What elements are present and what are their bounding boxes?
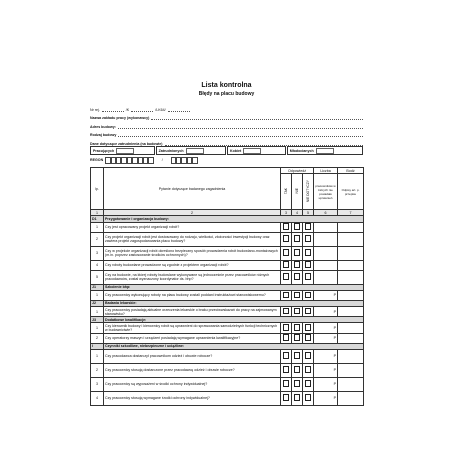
checklist-table (90, 167, 364, 406)
table-row (91, 290, 364, 300)
count-cell[interactable]: P (314, 349, 338, 363)
tak-checkbox[interactable] (283, 352, 289, 358)
nie-checkbox[interactable] (294, 308, 300, 314)
tak-checkbox[interactable] (283, 380, 289, 386)
construction-type-label: Rodzaj budowy (90, 133, 117, 138)
workers-box (90, 146, 155, 155)
tak-checkbox[interactable] (283, 366, 289, 372)
tak-checkbox[interactable] (283, 273, 289, 279)
col-number: 2 (104, 210, 281, 216)
count-desc-header: pracowników w których nie posiadało uprawnień (314, 174, 338, 210)
section-id: J1 (91, 284, 104, 290)
tak-checkbox-cell (281, 222, 292, 232)
nie-dotyczy-checkbox-cell (303, 222, 314, 232)
number-header: Liczba (314, 168, 338, 174)
table-row (91, 323, 364, 333)
question-text: Czy w projekcie organizacji robót określono bezpieczny sposób prowadzenia robót budowlano-montażowych (m.in. poprzez zastosowanie środków ochronnych)? (104, 246, 281, 260)
tak-checkbox[interactable] (283, 249, 289, 255)
nie-checkbox[interactable] (294, 334, 300, 340)
source-cell[interactable] (338, 232, 364, 246)
nie-checkbox-cell (292, 377, 303, 391)
employment-data-label: Dane dotyczące zatrudnienia (na budowie) (90, 141, 163, 146)
source-cell[interactable] (338, 246, 364, 260)
site-name-row (90, 112, 363, 121)
count-cell[interactable]: P (314, 377, 338, 391)
ref-label: Nr rej. (90, 107, 100, 112)
question-text: Czy pracownicy są wyposażeni w środki ochrony indywidualnej? (104, 377, 281, 391)
nie-header: NIE (295, 188, 299, 194)
nie-dotyczy-checkbox[interactable] (305, 223, 311, 229)
row-number: 3 (91, 246, 104, 260)
reference-number-row (90, 103, 363, 112)
source-header: Bodź (338, 168, 364, 174)
section-id: J2 (91, 300, 104, 306)
nie-checkbox[interactable] (294, 394, 300, 400)
tak-checkbox[interactable] (283, 334, 289, 340)
tak-checkbox-cell (281, 246, 292, 260)
nie-dotyczy-checkbox[interactable] (305, 249, 311, 255)
section-title: Przygotowanie i organizacja budowy: (104, 216, 364, 222)
tak-checkbox-cell (281, 260, 292, 270)
source-cell[interactable] (338, 260, 364, 270)
employed-input[interactable] (186, 148, 204, 154)
row-number: 2 (91, 232, 104, 246)
tak-checkbox-cell (281, 363, 292, 377)
lp-header: lp. (91, 168, 104, 210)
nie-checkbox-cell (292, 290, 303, 300)
nie-dotyczy-checkbox-cell (303, 391, 314, 405)
nie-checkbox-cell (292, 270, 303, 284)
nie-dotyczy-checkbox-cell (303, 333, 314, 343)
tak-checkbox-cell (281, 377, 292, 391)
regon-digit-boxes[interactable] (105, 157, 154, 164)
tak-checkbox[interactable] (283, 261, 289, 267)
regon-label: REGON (90, 158, 104, 163)
nie-dotyczy-checkbox[interactable] (305, 235, 311, 241)
nie-checkbox[interactable] (294, 249, 300, 255)
ref-label-lk: /LK64/ (155, 107, 166, 112)
nie-checkbox[interactable] (294, 366, 300, 372)
section-title: Czynniki szkodliwe, niebezpieczne i uciążliwe: (104, 343, 364, 349)
nie-checkbox-cell (292, 349, 303, 363)
nie-dotyczy-checkbox-cell (303, 363, 314, 377)
table-row (91, 246, 364, 260)
question-text: Czy operatorzy maszyn i urządzeń posiadają wymagane uprawnienia kwalifikacyjne? (104, 333, 281, 343)
nie-dotyczy-checkbox-cell (303, 246, 314, 260)
count-cell[interactable] (314, 222, 338, 232)
nie-dotyczy-checkbox[interactable] (305, 261, 311, 267)
site-address-row (90, 120, 363, 129)
tak-checkbox[interactable] (283, 394, 289, 400)
nie-checkbox-cell (292, 260, 303, 270)
young-box (287, 146, 363, 155)
count-cell[interactable]: P (314, 323, 338, 333)
table-row (91, 270, 364, 284)
workers-label: Pracujących (93, 148, 115, 153)
tak-checkbox[interactable] (283, 235, 289, 241)
section-id: J3 (91, 317, 104, 323)
young-input[interactable] (316, 148, 334, 154)
nie-checkbox-cell (292, 306, 303, 316)
tak-checkbox[interactable] (283, 308, 289, 314)
tak-checkbox[interactable] (283, 324, 289, 330)
source-desc-header: Odpisy art. p. przepisu (338, 174, 364, 210)
nie-checkbox-cell (292, 232, 303, 246)
count-cell[interactable] (314, 270, 338, 284)
row-number: 2 (91, 333, 104, 343)
tak-header: TAK (284, 188, 288, 195)
section-id: D1 (91, 216, 104, 222)
question-text: Czy kierownik budowy i kierownicy robót są uprawnieni do sprawowania samodzielnych funkcji technicznych w budownictwie? (104, 323, 281, 333)
count-cell[interactable]: P (314, 363, 338, 377)
source-cell[interactable] (338, 222, 364, 232)
nie-checkbox[interactable] (294, 380, 300, 386)
document-title: Lista kontrolna (201, 82, 252, 89)
tak-checkbox[interactable] (283, 223, 289, 229)
site-address-field[interactable] (118, 125, 363, 129)
table-row (91, 333, 364, 343)
count-cell[interactable]: P (314, 290, 338, 300)
source-cell[interactable] (338, 306, 364, 316)
question-text: Czy na budowie, na której roboty budowlane wykonywane są jednocześnie przez pracowników różnych pracodawców, został wyznaczony koordynator ds. bhp? (104, 270, 281, 284)
tak-checkbox-cell (281, 290, 292, 300)
table-row (91, 306, 364, 316)
question-text: Czy pracownicy posiadają aktualne orzeczenia lekarskie o braku przeciwwskazań do pracy na zajmowanym stanowisku? (104, 306, 281, 316)
table-row (91, 377, 364, 391)
employment-data-row (90, 137, 363, 146)
site-name-label: Nazwa zakładu pracy (wykonawcy) (90, 116, 150, 121)
document-subtitle: Błędy na placu budowy (198, 91, 255, 97)
question-text: Czy projekt organizacji robót jest dostosowany do rodzaju, wielkości, złożoności inwestycji budowy oraz zawiera projekt zagospodarowania placu budowy? (104, 232, 281, 246)
row-number: 1 (91, 349, 104, 363)
tak-checkbox-cell (281, 270, 292, 284)
source-cell[interactable] (338, 391, 364, 405)
table-row (91, 363, 364, 377)
nie-dotyczy-checkbox-cell (303, 270, 314, 284)
nie-checkbox[interactable] (294, 292, 300, 298)
nie-dotyczy-checkbox[interactable] (305, 308, 311, 314)
nie-dotyczy-checkbox-cell (303, 260, 314, 270)
question-text: Czy roboty budowlane prowadzone są zgodnie z projektem organizacji robót? (104, 260, 281, 270)
ref-input-1[interactable] (102, 108, 124, 112)
source-cell[interactable] (338, 349, 364, 363)
source-cell[interactable] (338, 363, 364, 377)
count-cell[interactable] (314, 246, 338, 260)
nie-checkbox[interactable] (294, 324, 300, 330)
construction-type-row (90, 129, 363, 138)
nie-dotyczy-checkbox[interactable] (305, 352, 311, 358)
section-id: I (91, 343, 104, 349)
tak-checkbox-cell (281, 391, 292, 405)
nie-dotyczy-checkbox-cell (303, 377, 314, 391)
tak-checkbox-cell (281, 232, 292, 246)
nie-dotyczy-checkbox-cell (303, 349, 314, 363)
nie-dotyczy-checkbox[interactable] (305, 324, 311, 330)
women-box (227, 146, 286, 155)
question-header: Pytanie dotyczące badanego zagadnienia (104, 168, 281, 210)
count-cell[interactable]: P (314, 333, 338, 343)
workers-input[interactable] (116, 148, 134, 154)
header-fields (90, 103, 363, 146)
row-number: 1 (91, 323, 104, 333)
staff-counts (90, 146, 363, 154)
tak-checkbox-cell (281, 306, 292, 316)
source-cell[interactable] (338, 290, 364, 300)
row-number: 4 (91, 391, 104, 405)
nie-dotyczy-checkbox[interactable] (305, 273, 311, 279)
row-number: 4 (91, 260, 104, 270)
tak-checkbox-cell (281, 349, 292, 363)
nie-dotyczy-checkbox[interactable] (305, 334, 311, 340)
nie-checkbox-cell (292, 333, 303, 343)
count-cell[interactable] (314, 260, 338, 270)
women-input[interactable] (243, 148, 261, 154)
women-label: Kobiet (230, 148, 242, 153)
count-cell[interactable]: P (314, 391, 338, 405)
table-row (91, 232, 364, 246)
question-text: Czy jest opracowany projekt organizacji robót? (104, 222, 281, 232)
nie-dotyczy-checkbox-cell (303, 290, 314, 300)
nie-dotyczy-header: NIE DOTYCZY (306, 180, 311, 203)
nie-checkbox-cell (292, 391, 303, 405)
count-cell[interactable] (314, 232, 338, 246)
section-title: Dodatkowe kwalifikacje: (104, 317, 364, 323)
site-name-field[interactable] (151, 116, 363, 120)
question-text: Czy pracownicy stosują wymagane środki ochrony indywidualnej? (104, 391, 281, 405)
checklist-sheet (88, 0, 365, 452)
table-row (91, 222, 364, 232)
nie-dotyczy-checkbox[interactable] (305, 380, 311, 386)
count-cell[interactable]: P (314, 306, 338, 316)
row-number: 1 (91, 306, 104, 316)
table-row (91, 391, 364, 405)
section-title: Badania lekarskie: (104, 300, 364, 306)
regon-suffix-boxes[interactable] (171, 157, 198, 164)
ref-input-3[interactable] (168, 108, 190, 112)
nie-checkbox[interactable] (294, 235, 300, 241)
employed-label: Zatrudnionych (158, 148, 184, 153)
question-text: Czy pracownicy stosują dostarczone przez pracodawcę odzież i obuwie robocze? (104, 363, 281, 377)
checklist-body (91, 216, 364, 405)
question-text: Czy pracownicy wykonujący roboty na placu budowy zostali poddani instruktażowi stanowiskowemu? (104, 290, 281, 300)
row-number: 1 (91, 290, 104, 300)
nie-checkbox[interactable] (294, 261, 300, 267)
col-number: 4 (292, 210, 303, 216)
tak-checkbox-cell (281, 333, 292, 343)
row-number: 2 (91, 363, 104, 377)
table-row (91, 349, 364, 363)
construction-type-field[interactable] (118, 133, 363, 137)
employed-box (156, 146, 226, 155)
nie-dotyczy-checkbox-cell (303, 323, 314, 333)
ref-input-2[interactable] (131, 108, 153, 112)
ref-label-k: /K (125, 107, 130, 112)
nie-checkbox-cell (292, 323, 303, 333)
row-number: 3 (91, 377, 104, 391)
nie-checkbox-cell (292, 246, 303, 260)
col-number: 3 (281, 210, 292, 216)
answers-header: Odpowiedź (281, 168, 314, 174)
source-cell[interactable] (338, 377, 364, 391)
col-number: 7 (338, 210, 364, 216)
col-number: 5 (303, 210, 314, 216)
col-number: 6 (314, 210, 338, 216)
young-label: Młodocianych (289, 148, 314, 153)
nie-dotyczy-checkbox[interactable] (305, 366, 311, 372)
nie-dotyczy-checkbox[interactable] (305, 394, 311, 400)
nie-checkbox[interactable] (294, 273, 300, 279)
regon-row: REGON / (90, 157, 198, 164)
nie-dotyczy-checkbox-cell (303, 306, 314, 316)
source-cell[interactable] (338, 270, 364, 284)
section-title: Szkolenie bhp: (104, 284, 364, 290)
nie-checkbox[interactable] (294, 223, 300, 229)
col-number: 1 (91, 210, 104, 216)
row-number: 1 (91, 222, 104, 232)
nie-dotyczy-checkbox-cell (303, 232, 314, 246)
source-cell[interactable] (338, 323, 364, 333)
nie-dotyczy-checkbox[interactable] (305, 292, 311, 298)
question-text: Czy pracodawca dostarczył pracownikom odzież i obuwie robocze? (104, 349, 281, 363)
table-row (91, 260, 364, 270)
nie-checkbox[interactable] (294, 352, 300, 358)
site-address-label: Adres budowy: (90, 124, 116, 129)
nie-checkbox-cell (292, 222, 303, 232)
tak-checkbox-cell (281, 323, 292, 333)
tak-checkbox[interactable] (283, 292, 289, 298)
source-cell[interactable] (338, 333, 364, 343)
row-number: 5 (91, 270, 104, 284)
nie-checkbox-cell (292, 363, 303, 377)
